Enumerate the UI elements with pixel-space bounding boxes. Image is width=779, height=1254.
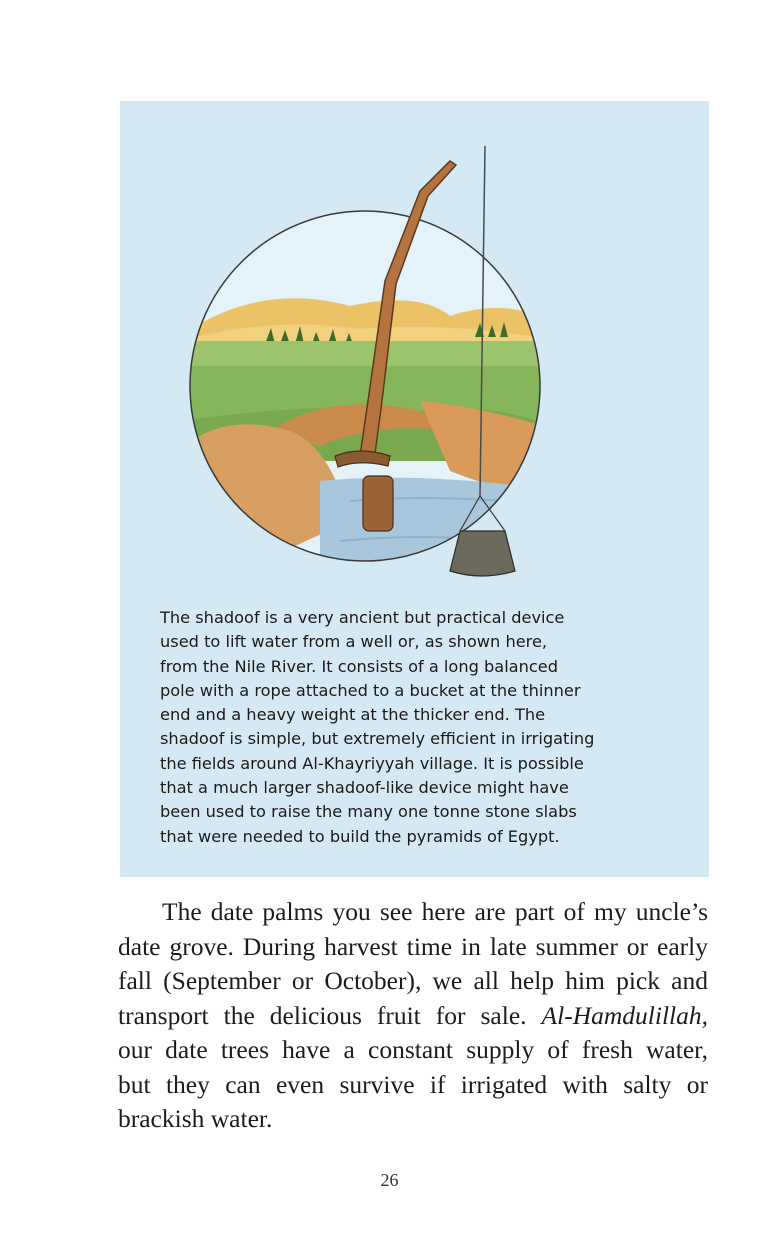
illustration-panel xyxy=(120,101,709,877)
caption-line: from the Nile River. It consists of a long balanced xyxy=(160,656,558,676)
body-line: fall (September or October), we all help him pick and xyxy=(118,966,708,995)
caption-line: end and a heavy weight at the thicker end. The xyxy=(160,705,546,725)
body-line: our date trees have a constant supply of fresh water, xyxy=(118,1035,708,1064)
body-line: The date palms you see here are part of my uncle’s xyxy=(162,897,708,926)
body-paragraph xyxy=(118,895,708,1137)
page-number: 26 xyxy=(380,1170,399,1190)
caption-line: that were needed to build the pyramids of Egypt. xyxy=(160,826,560,846)
italic-phrase: Al-Hamdulillah, xyxy=(541,1000,708,1030)
caption-line: shadoof is simple, but extremely efficient in irrigating xyxy=(160,729,595,749)
body-text-run: transport the delicious fruit for sale. xyxy=(118,1000,542,1030)
caption-line: been used to raise the many one tonne stone slabs xyxy=(160,802,577,822)
caption-line: the fields around Al-Khayriyyah village. It is possible xyxy=(160,753,584,773)
body-line xyxy=(118,999,708,1034)
illustration-caption xyxy=(160,606,685,849)
body-line: but they can even survive if irrigated with salty or xyxy=(118,1069,708,1099)
caption-line: pole with a rope attached to a bucket at the thinner xyxy=(160,680,581,700)
body-line: brackish water. xyxy=(118,1104,273,1133)
caption-line: that a much larger shadoof-like device might have xyxy=(160,778,569,798)
caption-line: The shadoof is a very ancient but practical device xyxy=(160,608,565,627)
caption-line: used to lift water from a well or, as shown here, xyxy=(160,632,548,652)
shadoof-illustration xyxy=(120,101,709,581)
body-line: date grove. During harvest time in late summer or early xyxy=(118,931,708,961)
